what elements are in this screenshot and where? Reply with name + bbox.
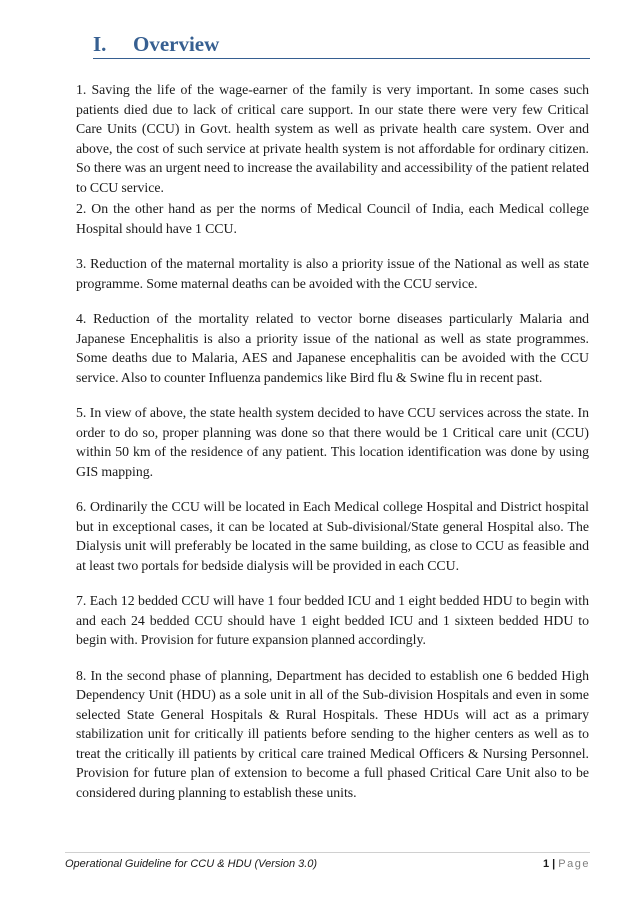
page-number: 1 xyxy=(542,858,550,870)
section-heading xyxy=(93,30,590,59)
page-label: Page xyxy=(558,858,590,870)
page-indicator xyxy=(543,857,590,871)
paragraph-5: 5. In view of above, the state health system decided to have CCU services across the state. In order to do so, proper planning was done so that there would be 1 Critical care unit (CCU) within 50 km of the residence of any patient. This location identification was done by using GIS mapping. xyxy=(76,405,589,479)
paragraph-8: 8. In the second phase of planning, Department has decided to establish one 6 bedded High Dependency Unit (HDU) as a sole unit in all of the Sub-division Hospitals and even in some selected State General Hospitals & Rural Hospitals. These HDUs will act as a primary stabilization unit for critically ill patients before sending to the higher centers as well as to treat the critically ill patients by critical care trained Medical Officers & Nursing Personnel. Provision for future plan of extension to become a full phased Critical Care Unit also to be considered during planning to establish these units. xyxy=(76,667,589,800)
paragraph-3: 3. Reduction of the maternal mortality is also a priority issue of the National as well as state programme. Some maternal deaths can be avoided with the CCU service. xyxy=(76,256,589,291)
document-body xyxy=(76,80,589,802)
paragraph-6: 6. Ordinarily the CCU will be located in Each Medical college Hospital and District hospital but in exceptional cases, it can be located at Sub-divisional/State general Hospital also. The Dialysis unit will preferably be located in the same building, as close to CCU as feasible and at least two portals for bedside dialysis will be provided in each CCU. xyxy=(76,499,589,573)
footer-guideline-title: Operational Guideline for CCU & HDU (Version 3.0) xyxy=(65,858,318,870)
paragraph-4: 4. Reduction of the mortality related to vector borne diseases particularly Malaria and Japanese Encephalitis is also a priority issue of the national as well as state programmes. Some deaths due to Malaria, AES and Japanese encephalitis can be avoided with the CCU service. Also to counter Influenza pandemics like Bird flu & Swine flu in recent past. xyxy=(76,311,589,385)
page-footer xyxy=(65,852,590,875)
page-separator: | xyxy=(549,858,559,870)
paragraph-7: 7. Each 12 bedded CCU will have 1 four bedded ICU and 1 eight bedded HDU to begin with and each 24 bedded CCU should have 1 eight bedded ICU and 1 sixteen bedded HDU to begin with. Provision for future expansion planned accordingly. xyxy=(76,593,589,647)
paragraph-2: 2. On the other hand as per the norms of Medical Council of India, each Medical college Hospital should have 1 CCU. xyxy=(76,201,589,236)
section-number: I. xyxy=(93,32,107,56)
section-title: Overview xyxy=(133,32,220,56)
paragraph-1: 1. Saving the life of the wage-earner of the family is very important. In some cases such patients died due to lack of critical care support. In our state there were very few Critical Care Units (CCU) in Govt. health system as well as private health care system. Over and above, the cost of such service at private health system is not affordable for ordinary citizen. So there was an urgent need to increase the availability and accessibility of the patient related to CCU service. xyxy=(76,82,589,195)
